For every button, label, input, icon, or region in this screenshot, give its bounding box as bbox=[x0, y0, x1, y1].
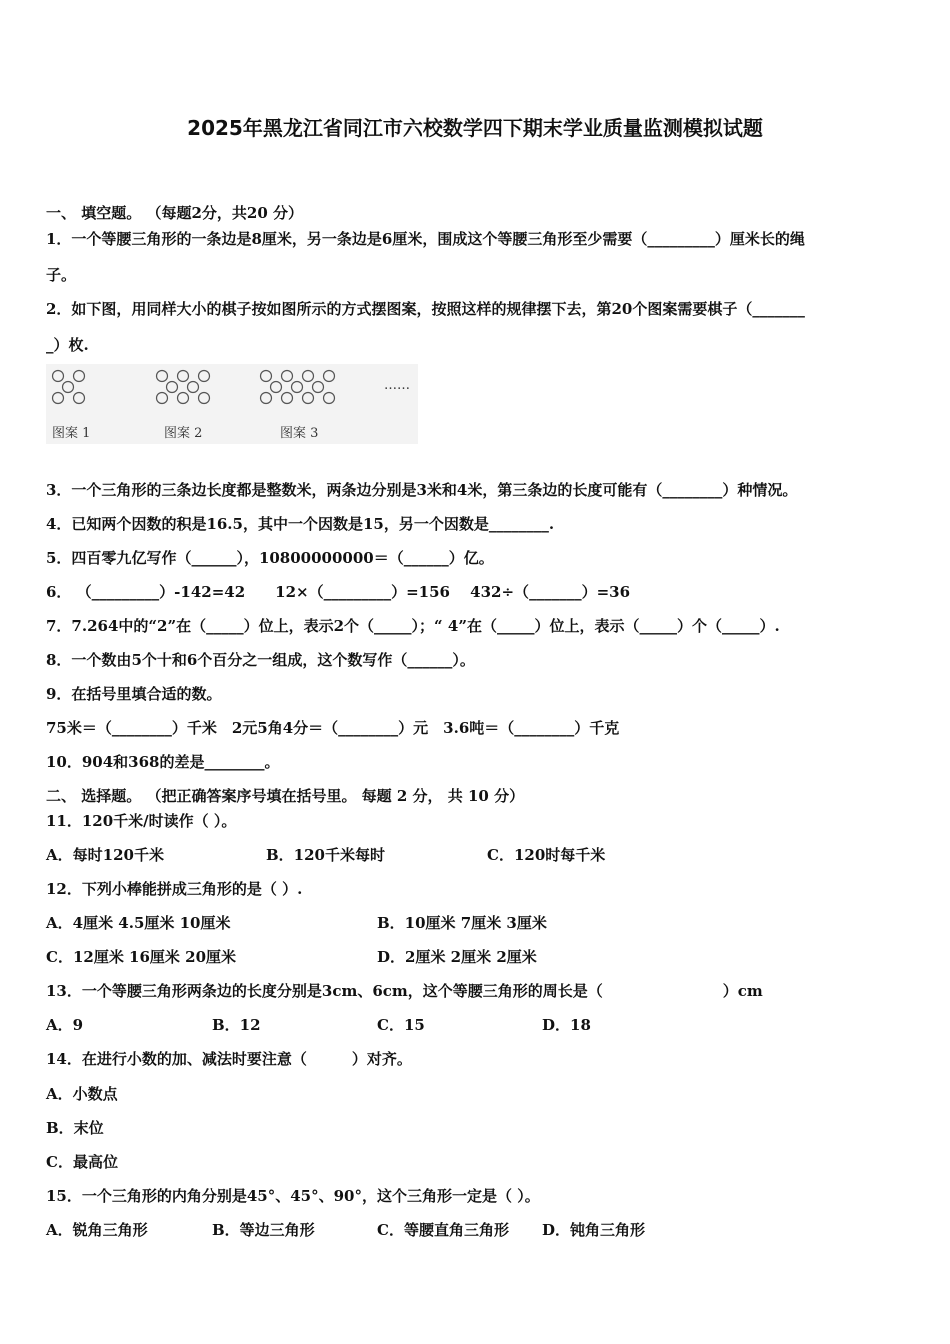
question-7: 7．7.264中的“2”在（_____）位上，表示2个（_____）；“ 4”在（_____）位上，表示（_____）个（_____）. bbox=[46, 617, 780, 635]
question-13: 13．一个等腰三角形两条边的长度分别是3cm、6cm，这个等腰三角形的周长是（ ）cm bbox=[46, 982, 763, 1000]
q14-option-c: C．最高位 bbox=[46, 1153, 118, 1171]
q15-option-d: D．钝角三角形 bbox=[542, 1221, 646, 1239]
question-1: 1．一个等腰三角形的一条边是8厘米，另一条边是6厘米，围成这个等腰三角形至少需要（_________）厘米长的绳 bbox=[46, 230, 805, 248]
q14-option-b: B．末位 bbox=[46, 1119, 104, 1137]
q11-option-c: C．120时每千米 bbox=[487, 846, 606, 864]
q13-option-a: A．9 bbox=[46, 1016, 84, 1034]
q15-option-a: A．锐角三角形 bbox=[46, 1221, 148, 1239]
question-9-detail: 75米＝（________）千米 2元5角4分＝（________）元 3.6吨＝（________）千克 bbox=[46, 719, 620, 737]
pattern-figure bbox=[46, 364, 418, 444]
section-heading-fill: 一、 填空题。 （每题2分，共20 分） bbox=[46, 204, 303, 222]
question-2-continued: _）枚. bbox=[46, 336, 89, 354]
q14-option-a: A．小数点 bbox=[46, 1085, 118, 1103]
q15-option-b: B．等边三角形 bbox=[212, 1221, 315, 1239]
section-heading-choice: 二、 选择题。 （把正确答案序号填在括号里。 每题 2 分， 共 10 分） bbox=[46, 787, 525, 805]
q13-option-b: B．12 bbox=[212, 1016, 261, 1034]
question-9: 9．在括号里填合适的数。 bbox=[46, 685, 222, 703]
page-title: 2025年黑龙江省同江市六校数学四下期末学业质量监测模拟试题 bbox=[187, 116, 763, 140]
pattern-2-label: 图案 2 bbox=[164, 426, 203, 441]
q11-option-b: B．120千米每时 bbox=[266, 846, 385, 864]
question-6: 6． （_________）-142=42 12×（_________）=156 432÷（_______）=36 bbox=[46, 583, 631, 601]
question-15: 15．一个三角形的内角分别是45°、45°、90°，这个三角形一定是（ ）。 bbox=[46, 1187, 540, 1205]
pattern-3-label: 图案 3 bbox=[280, 426, 319, 441]
question-4: 4．已知两个因数的积是16.5，其中一个因数是15，另一个因数是________. bbox=[46, 515, 555, 533]
q13-option-c: C．15 bbox=[377, 1016, 425, 1034]
question-3: 3．一个三角形的三条边长度都是整数米，两条边分别是3米和4米，第三条边的长度可能有（________）种情况。 bbox=[46, 481, 798, 499]
question-5: 5．四百零九亿写作（______），10800000000＝（______）亿。 bbox=[46, 549, 494, 567]
pattern-dots bbox=[46, 364, 418, 444]
q12-option-a: A．4厘米 4.5厘米 10厘米 bbox=[46, 914, 231, 932]
q11-option-a: A．每时120千米 bbox=[46, 846, 164, 864]
pattern-ellipsis: …… bbox=[384, 378, 410, 393]
question-1-continued: 子。 bbox=[46, 266, 77, 284]
question-8: 8．一个数由5个十和6个百分之一组成，这个数写作（______）。 bbox=[46, 651, 475, 669]
question-10: 10．904和368的差是________。 bbox=[46, 753, 280, 771]
q12-option-c: C．12厘米 16厘米 20厘米 bbox=[46, 948, 237, 966]
question-2: 2．如下图，用同样大小的棋子按如图所示的方式摆图案，按照这样的规律摆下去，第20个图案需要棋子（_______ bbox=[46, 300, 805, 318]
pattern-1-label: 图案 1 bbox=[52, 426, 91, 441]
q13-option-d: D．18 bbox=[542, 1016, 591, 1034]
question-14: 14．在进行小数的加、减法时要注意（ ）对齐。 bbox=[46, 1050, 412, 1068]
q12-option-d: D．2厘米 2厘米 2厘米 bbox=[377, 948, 537, 966]
q12-option-b: B．10厘米 7厘米 3厘米 bbox=[377, 914, 547, 932]
q15-option-c: C．等腰直角三角形 bbox=[377, 1221, 509, 1239]
question-11: 11．120千米/时读作（ ）。 bbox=[46, 812, 237, 830]
question-12: 12．下列小棒能拼成三角形的是（ ）. bbox=[46, 880, 303, 898]
